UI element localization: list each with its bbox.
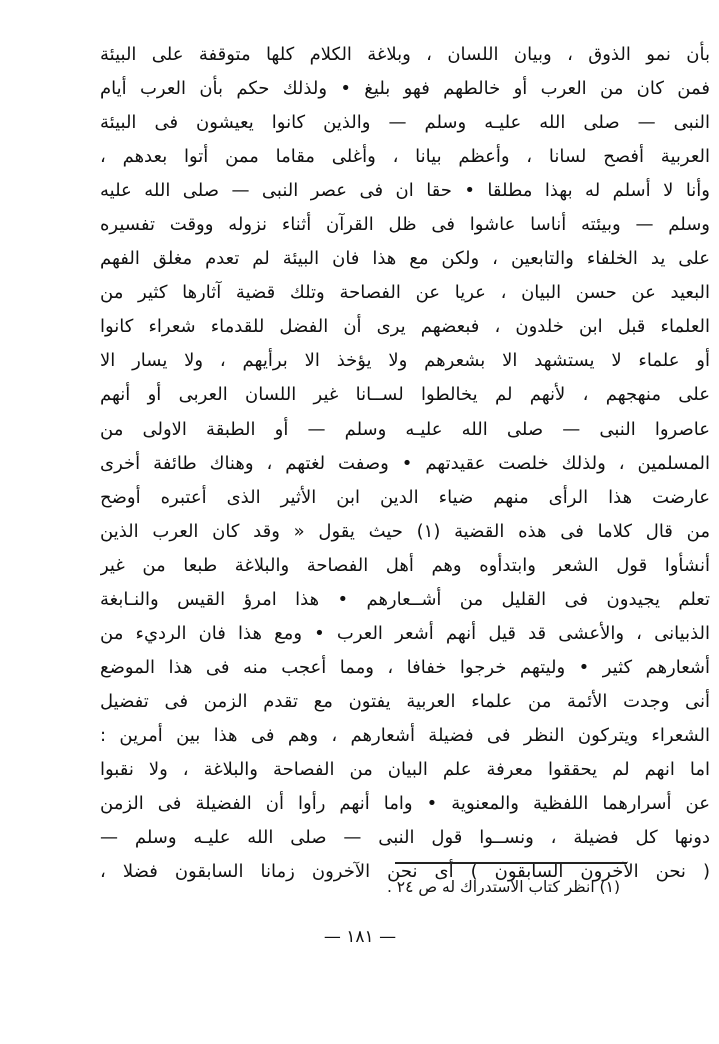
text-line: الشعراء ويتركون النظر فى فضيلة أشعارهم ، وهم فى هذا بين أمرين : <box>100 724 710 746</box>
text-line: النبى — صلى الله عليـه وسلم — والذين كانوا يعيشون فى البيئة <box>100 112 710 134</box>
text-line: العلماء قبل ابن خلدون ، فبعضهم يرى أن الفضل للقدماء شعراء كانوا <box>100 316 710 338</box>
text-line: الذبيانى ، والأعشى قد قيل أنهم أشعر العرب • ومع هذا فان الرديء من <box>100 622 710 644</box>
text-line: المسلمين ، ولذلك خلصت عقيدتهم • وصفت لغتهم ، وهناك طائفة أخرى <box>100 452 710 474</box>
text-line: اما انهم لم يحققوا معرفة علم البيان من الفصاحة والبلاغة ، ولا نقبوا <box>100 758 710 780</box>
text-line: تعلم يجيدون فى القليل من أشــعارهم • هذا امرؤ القيس والنـابغة <box>100 588 710 610</box>
footnote: (١) انظر كتاب الاستدراك له ص ٢٤ . <box>386 878 620 896</box>
text-line: أنشأوا قول الشعر وابتدأوه وهم أهل الفصاحة والبلاغة طبعا من غير <box>100 554 710 576</box>
text-line: دونها كل فضيلة ، ونســوا قول النبى — صلى الله عليـه وسلم — <box>100 827 710 849</box>
text-line: فمن كان من العرب أو خالطهم فهو بليغ • ولذلك حكم بأن العرب أيام <box>100 78 710 100</box>
text-line: العربية أفصح لسانا ، وأعظم بيانا ، وأغلى مقاما ممن أتوا بعدهم ، <box>100 146 710 168</box>
text-line: ( نحن الآخرون السابقون ) أى نحن الآخرون زمانا السابقون فضلا ، <box>100 861 710 883</box>
text-line: البعيد عن حسن البيان ، عريا عن الفصاحة وتلك قضية آثارها كثير من <box>100 282 710 304</box>
text-line: وسلم — وبيئته أناسا عاشوا فى ظل القرآن أثناء نزوله ووقت تفسيره <box>100 214 710 236</box>
main-text-block <box>100 38 710 889</box>
text-line: على منهجهم ، لأنهم لم يخالطوا لســانا غير اللسان العربى أو أنهم <box>100 384 710 406</box>
text-line: أشعارهم كثير • وليتهم خرجوا خفافا ، ومما أعجب منه فى هذا الموضع <box>100 656 710 678</box>
text-line: أنى وجدت الأئمة من علماء العربية يفتون مع تقدم الزمن فى تفضيل <box>100 690 710 712</box>
text-line: على يد الخلفاء والتابعين ، ولكن مع هذا فان البيئة لم تعدم مغلق الفهم <box>100 248 710 270</box>
page-number: — ١٨١ — <box>323 927 397 947</box>
text-line: عارضت هذا الرأى منهم ضياء الدين ابن الأثير الذى أعتبره أوضح <box>100 486 710 508</box>
text-line: من قال كلاما فى هذه القضية (١) حيث يقول « وقد كان العرب الذين <box>100 520 710 542</box>
footnote-divider <box>395 862 627 864</box>
text-line: أو علماء لا يستشهد الا بشعرهم ولا يؤخذ الا برأيهم ، ولا يسار الا <box>100 350 710 372</box>
text-line: وأنا لا أسلم له بهذا مطلقا • حقا ان فى عصر النبى — صلى الله عليه <box>100 180 710 202</box>
text-line: عن أسرارهما اللفظية والمعنوية • واما أنهم رأوا أن الفضيلة فى الزمن <box>100 793 710 815</box>
text-line: عاصروا النبى — صلى الله عليـه وسلم — أو الطبقة الاولى من <box>100 418 710 440</box>
text-line: بأن نمو الذوق ، وبيان اللسان ، وبلاغة الكلام كلها متوقفة على البيئة <box>100 44 710 65</box>
